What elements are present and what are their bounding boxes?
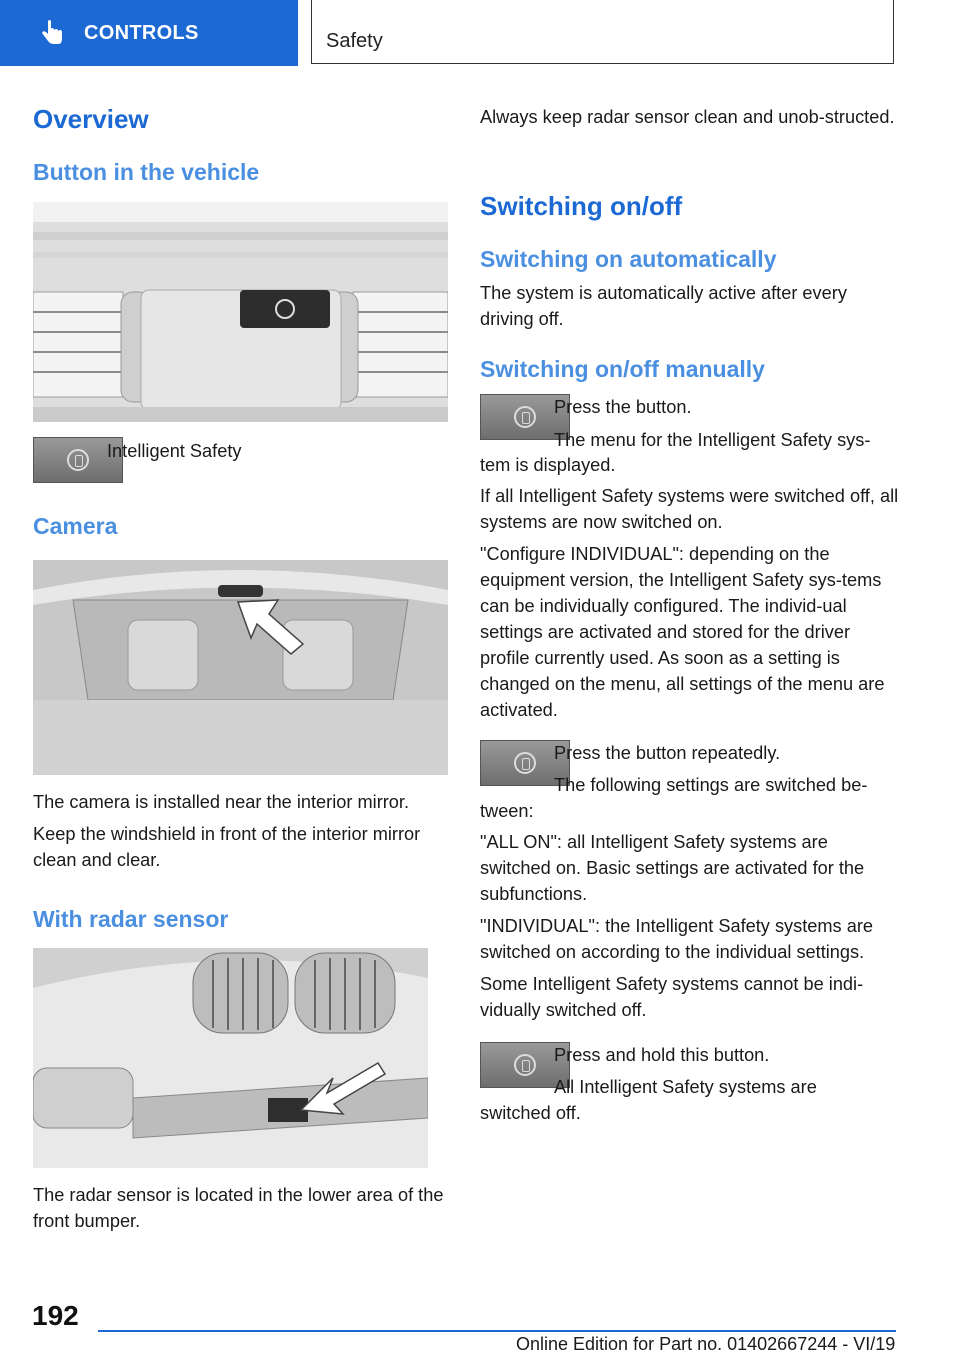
step-menu-displayed-cont: tem is displayed. [480,455,616,475]
heading-switching-on-off: Switching on/off [480,191,683,221]
some-systems-text: Some Intelligent Safety systems cannot be indi‐vidually switched off. [480,974,864,1020]
footer-edition: Online Edition for Part no. 01402667244 - VI/19 [516,1334,896,1354]
footer-divider [98,1330,896,1332]
configure-individual-text: "Configure INDIVIDUAL": depending on the equipment version, the Intelligent Safety sys‐tems can be individually configured. The individ‐ual settings are activated and stored for the driver profile currently used. As soon as a setting is changed on the menu, all settings of the menu are activated. [480,544,885,720]
all-on-text: "ALL ON": all Intelligent Safety systems are switched on. Basic settings are activated for the subfunctions. [480,832,865,904]
header-frame [311,0,894,64]
heading-switching-automatically: Switching on automatically [480,246,777,272]
heading-button-in-vehicle: Button in the vehicle [33,159,260,185]
section-label: CONTROLS [84,21,199,44]
camera-description [33,789,448,879]
step-all-switched-off: All Intelligent Safety systems are [554,1077,817,1097]
camera-text-1: The camera is installed near the interior mirror. [33,792,410,812]
step-settings-switched-cont: tween: [480,801,534,821]
step-press-button: Press the button. [554,397,692,417]
section-tab[interactable] [0,0,298,66]
step-press-hold: Press and hold this button. [554,1045,770,1065]
radar-description: The radar sensor is located in the lower area of the front bumper. [33,1185,444,1231]
heading-switching-manually: Switching on/off manually [480,356,765,382]
button-caption: Intelligent Safety [107,441,242,461]
safety-glyph-icon [514,406,536,428]
step-settings-switched: The following settings are switched be‐ [554,775,868,795]
step-all-switched-off-cont: switched off. [480,1103,581,1123]
radar-bumper-illustration [33,948,428,1168]
camera-text-2: Keep the windshield in front of the interior mirror clean and clear. [33,824,421,870]
step-press-repeatedly: Press the button repeatedly. [554,743,781,763]
step-menu-displayed: The menu for the Intelligent Safety sys‐ [554,430,871,450]
all-off-text: If all Intelligent Safety systems were switched off, all systems are now switched on. [480,486,899,532]
camera-interior-illustration [33,560,448,775]
safety-glyph-icon [67,449,89,471]
radar-clean-text: Always keep radar sensor clean and unob‐structed. [480,107,895,127]
settings-description [480,829,900,1029]
heading-radar-sensor: With radar sensor [33,906,229,932]
page-number: 192 [32,1300,79,1331]
heading-camera: Camera [33,513,118,539]
manual-description [480,483,900,729]
individual-text: "INDIVIDUAL": the Intelligent Safety systems are switched on according to the individual settings. [480,916,873,962]
safety-glyph-icon [514,752,536,774]
heading-overview: Overview [33,104,149,134]
hand-pointer-icon [38,19,66,47]
safety-glyph-icon [514,1054,536,1076]
auto-description: The system is automatically active after every driving off. [480,283,847,329]
page-title: Safety [326,30,383,52]
dashboard-button-illustration [33,202,448,422]
